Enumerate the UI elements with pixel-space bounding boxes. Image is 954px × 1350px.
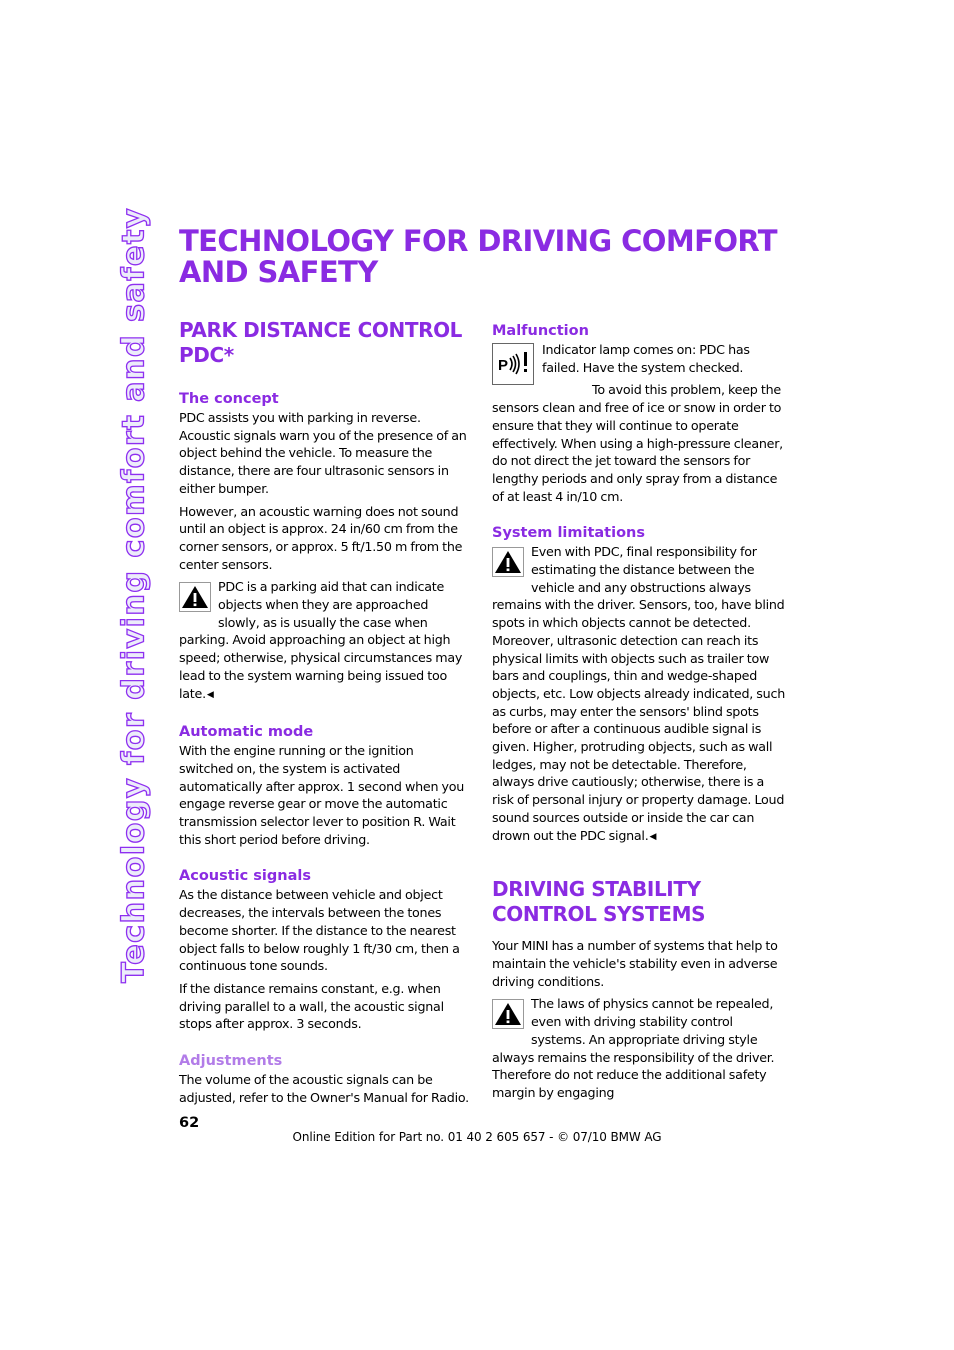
heading-adjustments: Adjustments: [179, 1053, 283, 1070]
heading-concept: The concept: [179, 391, 279, 407]
malfunction-indicator-text: Indicator lamp comes on: PDC has failed. Have the system checked.: [542, 342, 750, 375]
warning-triangle-icon: [492, 547, 524, 577]
warning-triangle-icon: [179, 582, 211, 612]
limitations-warning-text: Even with PDC, final responsibility for estimating the distance between the vehicle and any obstructions always remains with the driver. Sensors, too, have blind spots in which objects cannot be detected. Moreover, ultrasonic detection can reach its physical limits with objects such as trailer tow bars and couplings, thin and wedge-shaped objects, etc. Low objects already indicated, such as curbs, may enter the sensors' blind spots before or after a continuous audible signal is given. Higher, protruding objects, such as wall ledges, may not be detectable. Therefore, always drive cautiously; otherwise, there is a risk of personal injury or property damage. Loud sound sources outside or inside the car can drown out the PDC signal.: [492, 544, 785, 843]
end-triangle-icon: ◀: [649, 831, 657, 842]
page-number: 62: [179, 1115, 200, 1131]
malfunction-indicator: [492, 341, 786, 376]
heading-automatic: Automatic mode: [179, 724, 314, 741]
section-title-pdc: PARK DISTANCE CONTROL PDC*: [179, 318, 463, 367]
stability-warning-text: The laws of physics cannot be repealed, even with driving stability control systems. An appropriate driving style always remains the responsibility of the driver. Therefore do not reduce the additional safety margin by engaging: [492, 996, 775, 1100]
stability-paragraph: Your MINI has a number of systems that help to maintain the vehicle's stability even in adverse driving conditions.: [492, 938, 778, 989]
heading-limitations: System limitations: [492, 525, 646, 542]
concept-paragraph-1: PDC assists you with parking in reverse. Acoustic signals warn you of the presence of an object behind the vehicle. To measure the distance, there are four ultrasonic sensors in either bumper.: [179, 410, 467, 496]
side-tab-text: Technology for driving comfort and safety: [116, 207, 152, 983]
section-title-stability: DRIVING STABILITY CONTROL SYSTEMS: [492, 877, 706, 927]
acoustic-paragraph-1: As the distance between vehicle and object decreases, the intervals between the tones become shorter. If the distance to the nearest object falls to below roughly 1 ft/30 cm, then a continuous tone sounds.: [179, 887, 460, 974]
concept-paragraph-2: However, an acoustic warning does not sound until an object is approx. 24 in/60 cm from the corner sensors, or approx. 5 ft/1.50 m from the center sensors.: [179, 503, 463, 572]
acoustic-paragraph-2: If the distance remains constant, e.g. when driving parallel to a wall, the acoustic signal stops after approx. 3 seconds.: [179, 980, 444, 1032]
malfunction-paragraph: To avoid this problem, keep the sensors clean and free of ice or snow in order to ensure that they will continue to operate effectively. When using a high-pressure cleaner, do not direct the jet toward the sensors for lengthy periods and only spray from a distance of at least 4 in/10 cm.: [492, 382, 783, 504]
adjustments-paragraph: The volume of the acoustic signals can be adjusted, refer to the Owner's Manual for Radio.: [179, 1072, 469, 1105]
concept-warning-text: PDC is a parking aid that can indicate objects when they are approached slowly, as is usually the case when parking. Avoid approaching an object at high speed; otherwise, physical circumstances may lead to the system warning being issued too late.: [179, 579, 463, 701]
limitations-warning: [492, 543, 786, 846]
side-tab: [106, 207, 162, 983]
end-triangle-icon: ◀: [206, 689, 214, 700]
heading-malfunction: Malfunction: [492, 323, 589, 339]
right-column: [492, 318, 786, 1102]
pdc-malfunction-icon: [492, 343, 534, 385]
heading-acoustic: Acoustic signals: [179, 868, 311, 885]
left-column: [179, 318, 471, 1107]
stability-warning: [492, 995, 786, 1101]
warning-triangle-icon: [492, 999, 524, 1029]
automatic-paragraph: With the engine running or the ignition switched on, the system is activated automatically after approx. 1 second when you engage reverse gear or move the automatic transmission selector lever to position R. Wait this short period before driving.: [179, 743, 465, 847]
concept-warning: [179, 578, 471, 704]
footer-edition: Online Edition for Part no. 01 40 2 605 657 - © 07/10 BMW AG: [292, 1130, 662, 1144]
page-title: TECHNOLOGY FOR DRIVING COMFORT AND SAFETY: [179, 224, 777, 289]
svg-text:P: P: [498, 357, 509, 374]
